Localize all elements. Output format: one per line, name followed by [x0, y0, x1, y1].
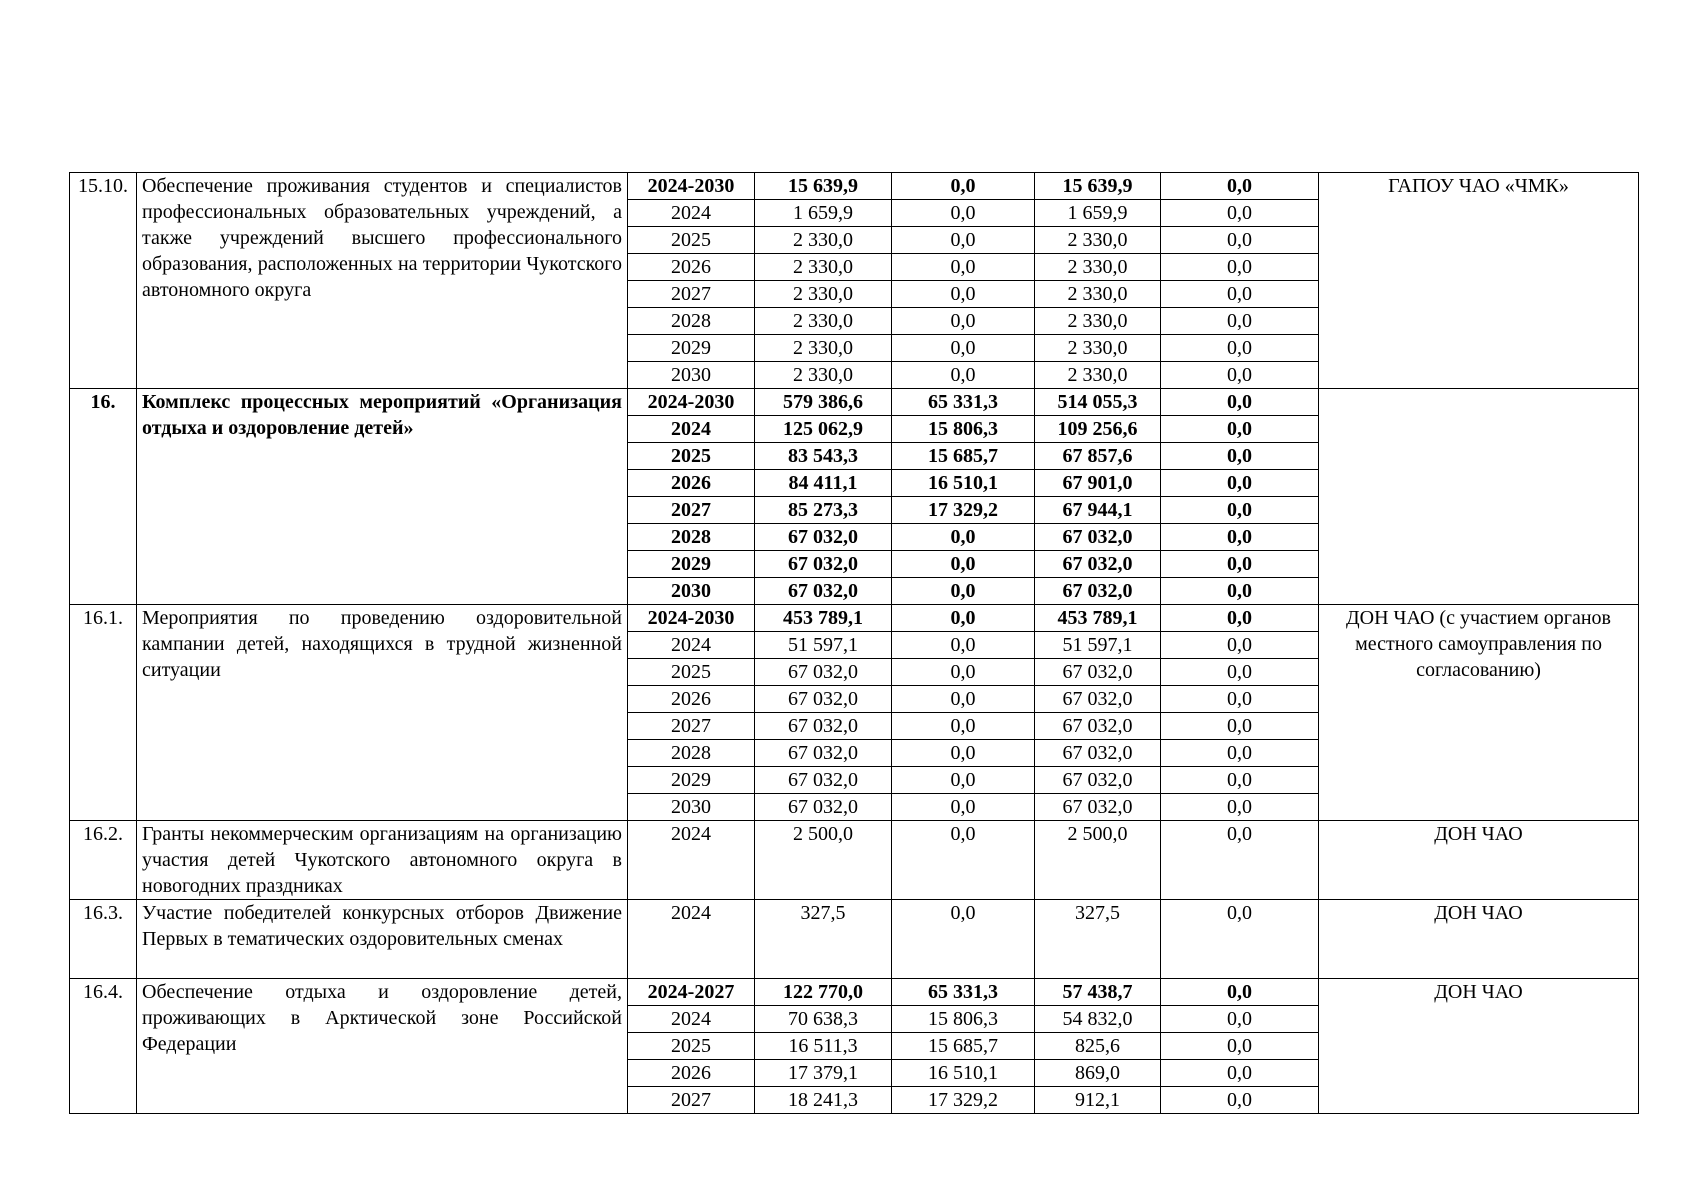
- federal-budget-cell: 17 329,2: [892, 497, 1035, 524]
- district-budget-cell: 2 330,0: [1035, 362, 1161, 389]
- period-cell: 2024: [628, 900, 755, 979]
- other-sources-cell: 0,0: [1161, 1060, 1319, 1087]
- total-cell: 15 639,9: [755, 173, 892, 200]
- total-cell: 70 638,3: [755, 1006, 892, 1033]
- executor-cell: ДОН ЧАО: [1319, 979, 1639, 1114]
- activity-description: Участие победителей конкурсных отборов Движение Первых в тематических оздоровительных сменах: [137, 900, 628, 979]
- activity-description: Обеспечение проживания студентов и специалистов профессиональных образовательных учреждений, а также учреждений высшего профессионального образования, расположенных на территории Чукотского автономного округа: [137, 173, 628, 389]
- total-cell: 83 543,3: [755, 443, 892, 470]
- district-budget-cell: 453 789,1: [1035, 605, 1161, 632]
- period-cell: 2025: [628, 443, 755, 470]
- other-sources-cell: 0,0: [1161, 551, 1319, 578]
- table-row: [70, 605, 1639, 632]
- total-cell: 67 032,0: [755, 740, 892, 767]
- federal-budget-cell: 65 331,3: [892, 979, 1035, 1006]
- other-sources-cell: 0,0: [1161, 281, 1319, 308]
- period-cell: 2024: [628, 1006, 755, 1033]
- other-sources-cell: 0,0: [1161, 740, 1319, 767]
- total-cell: 2 330,0: [755, 362, 892, 389]
- federal-budget-cell: 16 510,1: [892, 1060, 1035, 1087]
- other-sources-cell: 0,0: [1161, 443, 1319, 470]
- federal-budget-cell: 15 685,7: [892, 1033, 1035, 1060]
- district-budget-cell: 67 032,0: [1035, 551, 1161, 578]
- table-row: [70, 389, 1639, 416]
- total-cell: 84 411,1: [755, 470, 892, 497]
- federal-budget-cell: 0,0: [892, 227, 1035, 254]
- period-cell: 2027: [628, 713, 755, 740]
- total-cell: 2 330,0: [755, 308, 892, 335]
- other-sources-cell: 0,0: [1161, 821, 1319, 900]
- total-cell: 2 330,0: [755, 254, 892, 281]
- other-sources-cell: 0,0: [1161, 497, 1319, 524]
- period-cell: 2029: [628, 551, 755, 578]
- total-cell: 2 500,0: [755, 821, 892, 900]
- federal-budget-cell: 0,0: [892, 767, 1035, 794]
- federal-budget-cell: 16 510,1: [892, 470, 1035, 497]
- total-cell: 17 379,1: [755, 1060, 892, 1087]
- total-cell: 67 032,0: [755, 524, 892, 551]
- period-cell: 2024-2030: [628, 605, 755, 632]
- district-budget-cell: 2 330,0: [1035, 335, 1161, 362]
- total-cell: 67 032,0: [755, 767, 892, 794]
- federal-budget-cell: 0,0: [892, 900, 1035, 979]
- row-number: 16.1.: [70, 605, 137, 821]
- period-cell: 2029: [628, 767, 755, 794]
- district-budget-cell: 67 901,0: [1035, 470, 1161, 497]
- district-budget-cell: 67 944,1: [1035, 497, 1161, 524]
- district-budget-cell: 2 330,0: [1035, 227, 1161, 254]
- executor-cell: ДОН ЧАО: [1319, 821, 1639, 900]
- district-budget-cell: 2 330,0: [1035, 254, 1161, 281]
- district-budget-cell: 327,5: [1035, 900, 1161, 979]
- federal-budget-cell: 0,0: [892, 362, 1035, 389]
- federal-budget-cell: 65 331,3: [892, 389, 1035, 416]
- district-budget-cell: 869,0: [1035, 1060, 1161, 1087]
- district-budget-cell: 67 032,0: [1035, 740, 1161, 767]
- federal-budget-cell: 0,0: [892, 254, 1035, 281]
- total-cell: 67 032,0: [755, 686, 892, 713]
- federal-budget-cell: 0,0: [892, 605, 1035, 632]
- other-sources-cell: 0,0: [1161, 1087, 1319, 1114]
- federal-budget-cell: 0,0: [892, 173, 1035, 200]
- period-cell: 2024: [628, 821, 755, 900]
- federal-budget-cell: 0,0: [892, 200, 1035, 227]
- district-budget-cell: 825,6: [1035, 1033, 1161, 1060]
- total-cell: 125 062,9: [755, 416, 892, 443]
- row-number: 16.: [70, 389, 137, 605]
- period-cell: 2024: [628, 632, 755, 659]
- federal-budget-cell: 0,0: [892, 713, 1035, 740]
- total-cell: 51 597,1: [755, 632, 892, 659]
- federal-budget-cell: 0,0: [892, 686, 1035, 713]
- district-budget-cell: 912,1: [1035, 1087, 1161, 1114]
- district-budget-cell: 15 639,9: [1035, 173, 1161, 200]
- total-cell: 1 659,9: [755, 200, 892, 227]
- period-cell: 2025: [628, 1033, 755, 1060]
- period-cell: 2028: [628, 524, 755, 551]
- table-body: [70, 173, 1639, 1114]
- other-sources-cell: 0,0: [1161, 200, 1319, 227]
- district-budget-cell: 109 256,6: [1035, 416, 1161, 443]
- other-sources-cell: 0,0: [1161, 686, 1319, 713]
- district-budget-cell: 57 438,7: [1035, 979, 1161, 1006]
- total-cell: 453 789,1: [755, 605, 892, 632]
- federal-budget-cell: 0,0: [892, 632, 1035, 659]
- period-cell: 2025: [628, 227, 755, 254]
- federal-budget-cell: 15 806,3: [892, 416, 1035, 443]
- district-budget-cell: 67 032,0: [1035, 767, 1161, 794]
- other-sources-cell: 0,0: [1161, 605, 1319, 632]
- district-budget-cell: 67 032,0: [1035, 578, 1161, 605]
- other-sources-cell: 0,0: [1161, 578, 1319, 605]
- row-number: 16.4.: [70, 979, 137, 1114]
- total-cell: 67 032,0: [755, 713, 892, 740]
- executor-cell: ГАПОУ ЧАО «ЧМК»: [1319, 173, 1639, 389]
- total-cell: 2 330,0: [755, 227, 892, 254]
- activity-description: Комплекс процессных мероприятий «Организация отдыха и оздоровление детей»: [137, 389, 628, 605]
- period-cell: 2024-2030: [628, 389, 755, 416]
- federal-budget-cell: 0,0: [892, 659, 1035, 686]
- row-number: 16.3.: [70, 900, 137, 979]
- district-budget-cell: 1 659,9: [1035, 200, 1161, 227]
- other-sources-cell: 0,0: [1161, 659, 1319, 686]
- period-cell: 2030: [628, 578, 755, 605]
- district-budget-cell: 67 032,0: [1035, 794, 1161, 821]
- table-row: [70, 821, 1639, 900]
- period-cell: 2024-2027: [628, 979, 755, 1006]
- period-cell: 2030: [628, 362, 755, 389]
- federal-budget-cell: 0,0: [892, 794, 1035, 821]
- other-sources-cell: 0,0: [1161, 335, 1319, 362]
- other-sources-cell: 0,0: [1161, 632, 1319, 659]
- period-cell: 2024-2030: [628, 173, 755, 200]
- district-budget-cell: 67 032,0: [1035, 659, 1161, 686]
- federal-budget-cell: 15 685,7: [892, 443, 1035, 470]
- other-sources-cell: 0,0: [1161, 900, 1319, 979]
- other-sources-cell: 0,0: [1161, 389, 1319, 416]
- period-cell: 2024: [628, 416, 755, 443]
- district-budget-cell: 514 055,3: [1035, 389, 1161, 416]
- row-number: 15.10.: [70, 173, 137, 389]
- federal-budget-cell: 0,0: [892, 524, 1035, 551]
- other-sources-cell: 0,0: [1161, 254, 1319, 281]
- federal-budget-cell: 0,0: [892, 281, 1035, 308]
- federal-budget-cell: 0,0: [892, 308, 1035, 335]
- federal-budget-cell: 0,0: [892, 551, 1035, 578]
- other-sources-cell: 0,0: [1161, 416, 1319, 443]
- table-row: [70, 900, 1639, 979]
- total-cell: 67 032,0: [755, 578, 892, 605]
- district-budget-cell: 2 500,0: [1035, 821, 1161, 900]
- period-cell: 2028: [628, 740, 755, 767]
- other-sources-cell: 0,0: [1161, 173, 1319, 200]
- district-budget-cell: 67 857,6: [1035, 443, 1161, 470]
- table-row: [70, 979, 1639, 1006]
- district-budget-cell: 2 330,0: [1035, 308, 1161, 335]
- federal-budget-cell: 0,0: [892, 821, 1035, 900]
- total-cell: 579 386,6: [755, 389, 892, 416]
- row-number: 16.2.: [70, 821, 137, 900]
- table-row: [70, 173, 1639, 200]
- total-cell: 18 241,3: [755, 1087, 892, 1114]
- district-budget-cell: 67 032,0: [1035, 713, 1161, 740]
- district-budget-cell: 54 832,0: [1035, 1006, 1161, 1033]
- other-sources-cell: 0,0: [1161, 713, 1319, 740]
- budget-table: [69, 172, 1639, 1114]
- total-cell: 2 330,0: [755, 335, 892, 362]
- total-cell: 67 032,0: [755, 794, 892, 821]
- district-budget-cell: 67 032,0: [1035, 524, 1161, 551]
- executor-cell: [1319, 389, 1639, 605]
- other-sources-cell: 0,0: [1161, 794, 1319, 821]
- executor-cell: ДОН ЧАО (с участием органов местного самоуправления по согласованию): [1319, 605, 1639, 821]
- district-budget-cell: 67 032,0: [1035, 686, 1161, 713]
- period-cell: 2026: [628, 254, 755, 281]
- total-cell: 2 330,0: [755, 281, 892, 308]
- period-cell: 2027: [628, 497, 755, 524]
- activity-description: Обеспечение отдыха и оздоровление детей, проживающих в Арктической зоне Российской Федерации: [137, 979, 628, 1114]
- federal-budget-cell: 15 806,3: [892, 1006, 1035, 1033]
- other-sources-cell: 0,0: [1161, 979, 1319, 1006]
- other-sources-cell: 0,0: [1161, 308, 1319, 335]
- period-cell: 2026: [628, 470, 755, 497]
- district-budget-cell: 2 330,0: [1035, 281, 1161, 308]
- total-cell: 122 770,0: [755, 979, 892, 1006]
- other-sources-cell: 0,0: [1161, 1006, 1319, 1033]
- total-cell: 16 511,3: [755, 1033, 892, 1060]
- federal-budget-cell: 17 329,2: [892, 1087, 1035, 1114]
- period-cell: 2028: [628, 308, 755, 335]
- period-cell: 2029: [628, 335, 755, 362]
- district-budget-cell: 51 597,1: [1035, 632, 1161, 659]
- other-sources-cell: 0,0: [1161, 470, 1319, 497]
- activity-description: Гранты некоммерческим организациям на организацию участия детей Чукотского автономного округа в новогодних праздниках: [137, 821, 628, 900]
- total-cell: 67 032,0: [755, 551, 892, 578]
- federal-budget-cell: 0,0: [892, 740, 1035, 767]
- total-cell: 67 032,0: [755, 659, 892, 686]
- total-cell: 85 273,3: [755, 497, 892, 524]
- period-cell: 2024: [628, 200, 755, 227]
- other-sources-cell: 0,0: [1161, 524, 1319, 551]
- period-cell: 2027: [628, 1087, 755, 1114]
- period-cell: 2025: [628, 659, 755, 686]
- total-cell: 327,5: [755, 900, 892, 979]
- other-sources-cell: 0,0: [1161, 227, 1319, 254]
- other-sources-cell: 0,0: [1161, 1033, 1319, 1060]
- federal-budget-cell: 0,0: [892, 335, 1035, 362]
- period-cell: 2026: [628, 686, 755, 713]
- period-cell: 2027: [628, 281, 755, 308]
- activity-description: Мероприятия по проведению оздоровительной кампании детей, находящихся в трудной жизненной ситуации: [137, 605, 628, 821]
- period-cell: 2030: [628, 794, 755, 821]
- federal-budget-cell: 0,0: [892, 578, 1035, 605]
- executor-cell: ДОН ЧАО: [1319, 900, 1639, 979]
- period-cell: 2026: [628, 1060, 755, 1087]
- other-sources-cell: 0,0: [1161, 362, 1319, 389]
- other-sources-cell: 0,0: [1161, 767, 1319, 794]
